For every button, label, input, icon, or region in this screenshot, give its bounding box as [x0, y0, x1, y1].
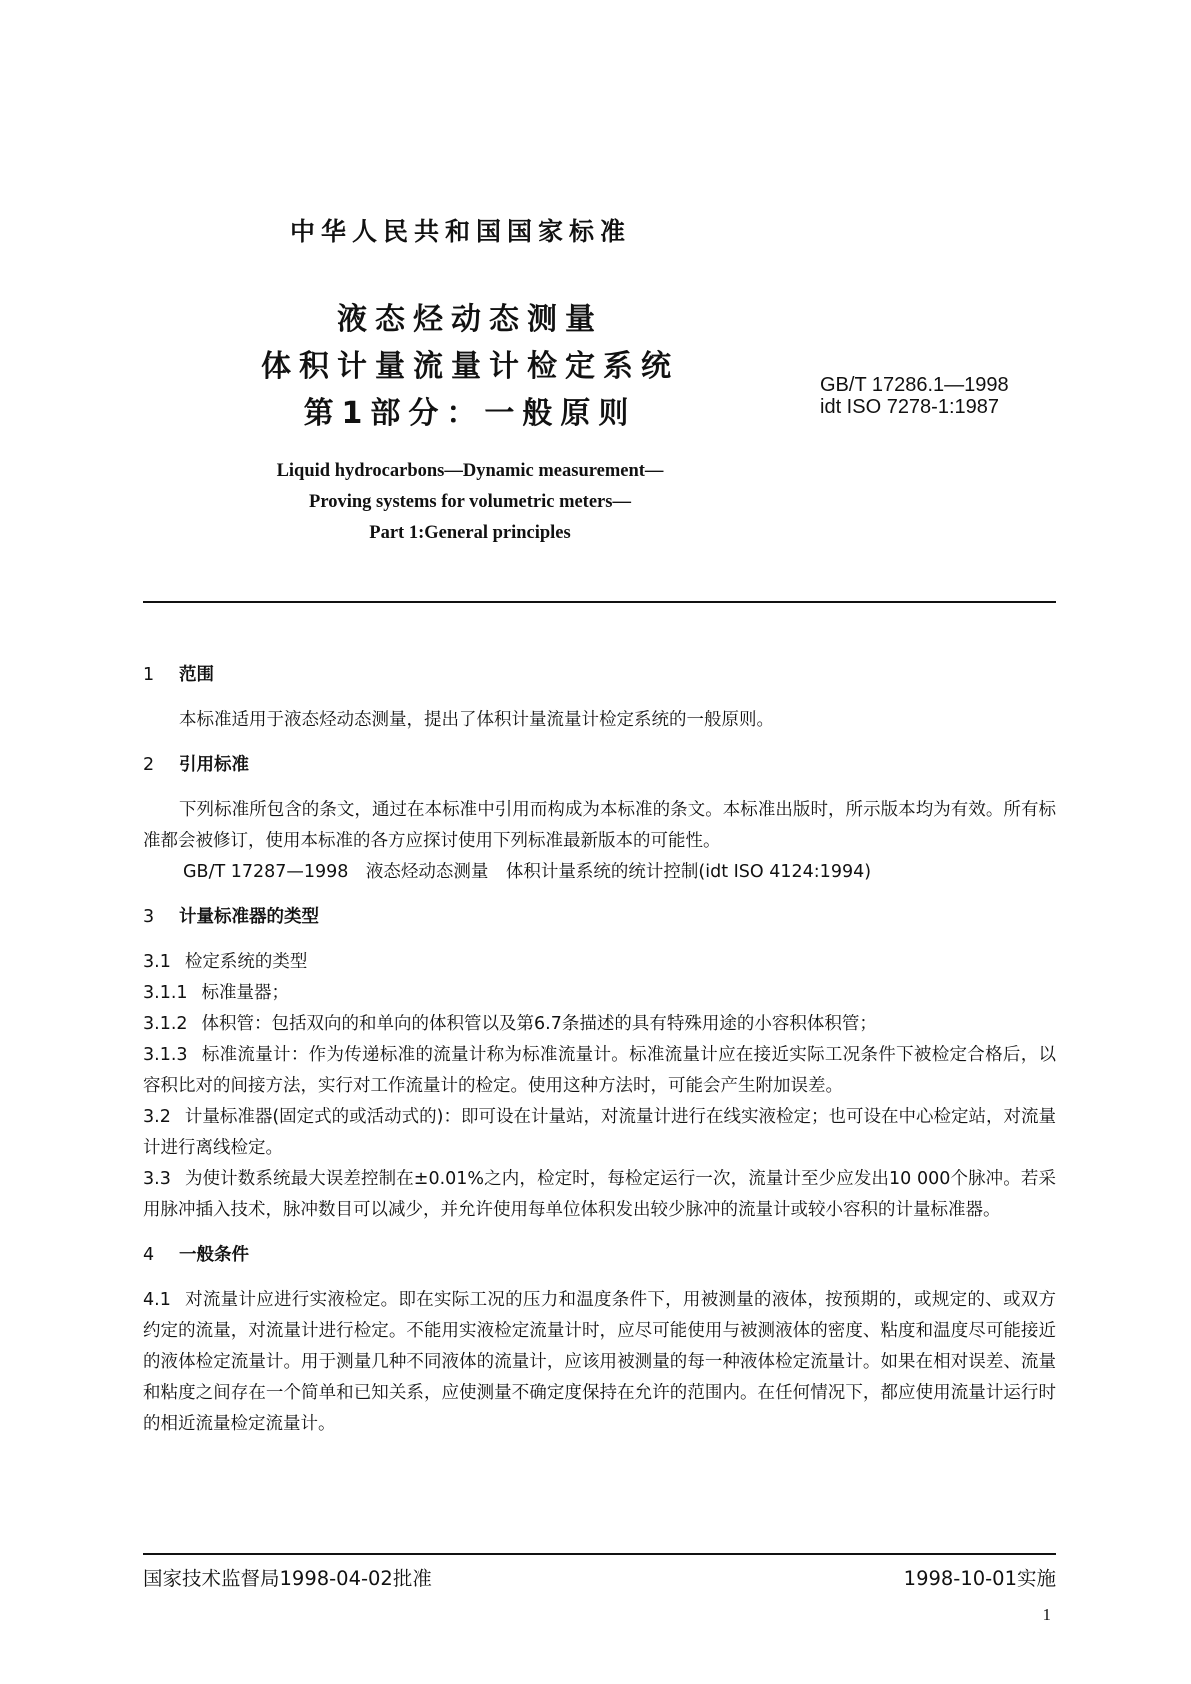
clause-number: 4.1 [143, 1290, 171, 1310]
clause-text: 体积管：包括双向的和单向的体积管以及第6.7条描述的具有特殊用途的小容积体积管； [201, 1014, 877, 1034]
clause-text: 标准流量计：作为传递标准的流量计称为标准流量计。标准流量计应在接近实际工况条件下被检定合格后，以容积比对的间接方法，实行对工作流量计的检定。使用这种方法时，可能会产生附加误差。 [143, 1045, 1056, 1096]
standard-title [250, 296, 690, 437]
header-divider [143, 601, 1056, 603]
clause-text: 检定系统的类型 [184, 952, 308, 972]
section-number: 3 [143, 907, 155, 927]
clause-number: 3.2 [143, 1107, 171, 1127]
gb-number: GB/T 17286.1—1998 [820, 374, 1009, 396]
idt-number: idt ISO 7278-1:1987 [820, 396, 1000, 418]
section-number: 2 [143, 755, 155, 775]
clause-text: 为使计数系统最大误差控制在±0.01%之内，检定时，每检定运行一次，流量计至少应发出10 000个脉冲。若采用脉冲插入技术，脉冲数目可以减少，并允许使用每单位体积发出较少脉冲的流量计或较小容积的计量标准器。 [143, 1169, 1056, 1220]
clause-3-1 [143, 947, 1056, 978]
clause-number: 3.3 [143, 1169, 171, 1189]
section-title: 计量标准器的类型 [179, 907, 319, 927]
english-title [240, 456, 700, 549]
national-standard-title: 中华人民共和国国家标准 [290, 217, 632, 246]
section-3-heading [143, 902, 1056, 933]
english-title-line: Liquid hydrocarbons—Dynamic measurement— [276, 461, 664, 481]
section-4-heading [143, 1240, 1056, 1271]
clause-text: 计量标准器(固定式的或活动式的)：即可设在计量站，对流量计进行在线实液检定；也可设在中心检定站，对流量计进行离线检定。 [143, 1107, 1056, 1158]
clause-3-1-1 [143, 978, 1056, 1009]
section-title: 引用标准 [179, 755, 249, 775]
clause-number: 3.1 [143, 952, 171, 972]
clause-4-1 [143, 1285, 1056, 1440]
clause-3-2 [143, 1102, 1056, 1164]
title-line: 体积计量流量计检定系统 [261, 349, 679, 384]
effective-date: 1998-10-01实施 [903, 1567, 1056, 1590]
section-2-heading [143, 750, 1056, 781]
title-line: 第1部分：一般原则 [303, 396, 637, 431]
document-body [143, 660, 1056, 1440]
english-title-line: Proving systems for volumetric meters— [309, 492, 631, 512]
clause-text: 标准量器； [201, 983, 290, 1003]
section-number: 1 [143, 665, 155, 685]
footer-divider [143, 1553, 1056, 1555]
clause-text: 对流量计应进行实液检定。即在实际工况的压力和温度条件下，用被测量的液体，按预期的，或规定的、或双方约定的流量，对流量计进行检定。不能用实液检定流量计时，应尽可能使用与被测液体的密度、粘度和温度尽可能接近的液体检定流量计。用于测量几种不同液体的流量计，应该用被测量的每一种液体检定流量计。如果在相对误差、流量和粘度之间存在一个简单和已知关系，应使测量不确定度保持在允许的范围内。在任何情况下，都应使用流量计运行时的相近流量检定流量计。 [143, 1290, 1056, 1434]
clause-3-3 [143, 1164, 1056, 1226]
standard-number [820, 374, 1009, 418]
approval-date: 国家技术监督局1998-04-02批准 [143, 1567, 432, 1590]
clause-3-1-3 [143, 1040, 1056, 1102]
section-2-text: 下列标准所包含的条文，通过在本标准中引用而构成为本标准的条文。本标准出版时，所示版本均为有效。所有标准都会被修订，使用本标准的各方应探讨使用下列标准最新版本的可能性。 [143, 800, 1056, 851]
section-1-text: 本标准适用于液态烃动态测量，提出了体积计量流量计检定系统的一般原则。 [179, 710, 774, 730]
section-title: 一般条件 [179, 1245, 249, 1265]
section-number: 4 [143, 1245, 155, 1265]
clause-number: 3.1.1 [143, 983, 188, 1003]
english-title-line: Part 1:General principles [369, 523, 571, 543]
title-line: 液态烃动态测量 [337, 302, 603, 337]
section-title: 范围 [179, 665, 214, 685]
clause-3-1-2 [143, 1009, 1056, 1040]
referenced-standard: GB/T 17287—1998 液态烃动态测量 体积计量系统的统计控制(idt ISO 4124:1994) [183, 862, 872, 882]
page-number: 1 [1042, 1605, 1051, 1624]
clause-number: 3.1.2 [143, 1014, 188, 1034]
clause-number: 3.1.3 [143, 1045, 188, 1065]
section-1-heading [143, 660, 1056, 691]
